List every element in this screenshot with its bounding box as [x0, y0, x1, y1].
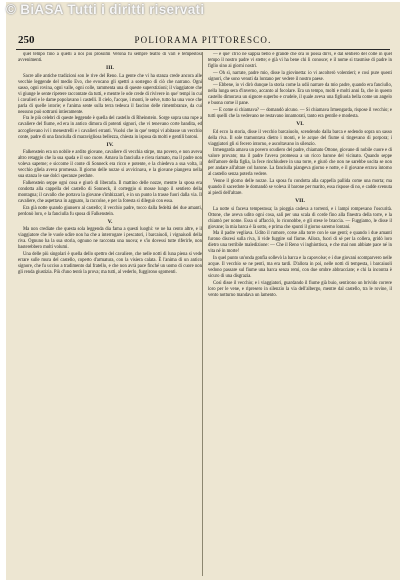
paragraph: — E come si chiamava? — domandò alcuno. — Si chiamava Irmengarda, rispose il vecchio; e tutti quelli che la vedevano ne restavano innamorati, tanto era gentile e modesta.: [208, 107, 392, 119]
page-header: [16, 34, 390, 48]
section-numeral: VI.: [296, 121, 304, 128]
paragraph: — Ebbene, io vi dirò dunque la storia come la udii narrare da mio padre, quando era fanciullo, nella lunga sera d'inverno, accanto al focolare. Era un tempo, molti e molti anni fa, che in questo castello dimorava un signore superbo e crudele, il quale aveva una figliuola bella come un angelo e buona come il pane.: [208, 83, 392, 107]
paragraph: Irmengarda amava un povero scudiero del padre, chiamato Ottone, giovane di nobile cuore e di valore provato; ma il padre l'aveva promessa a un ricco barone del vicinato. Quando seppe dell'amore della figlia, la fece rinchiudere in una torre, e giurò che non ne sarebbe uscita se non per andare all'altare col barone. La fanciulla piangeva giorno e notte, e il giovane errava intorno al castello senza poterla vedere.: [208, 148, 392, 178]
right-column: [208, 52, 392, 576]
paragraph: La notte si faceva tempestosa; la pioggia cadeva a torrenti, e i lampi rompevano l'oscurità. Ottone, che aveva udito ogni cosa, salì per una scala di corde fino alla finestra della torre, e la chiamò per nome. Essa si affacciò, lo riconobbe, e gli stese le braccia. — Fuggiamo, le disse il giovane; la mia barca è là sotto, e prima che spunti il giorno saremo lontani.: [208, 206, 392, 230]
watermark: © BiASA Tutti i diritti riservati: [6, 2, 205, 17]
header-rule: [16, 49, 390, 50]
paragraph: Falkenstein era un nobile e ardito giovane, cavaliere di vecchia stirpe, ma povero, e non aveva altro retaggio che la sua spada e il suo cuore. Amava la fanciulla e n'era riamato, ma il padre non voleva saperne; e siccome il conte di Sonneck era ricco e potente, e la chiedeva a sua volta, il vecchio gliela aveva promessa. Il giorno delle nozze si avvicinava, e la giovane piangeva nella sua stanza le sue dolci speranze perdute.: [18, 150, 202, 180]
paragraph: Una delle più singolari è quella dello spettro del cavaliere, che nelle notti di luna piena si vede errare sulle mura del castello, coperto d'armatura, con la visiera calata. È l'anima di un antico signore, che fu ucciso a tradimento dal fratello, e che non avrà pace finché un uomo di cuore non gli renda giustizia. Più d'uno tentò la prova; ma tutti, al vederlo, fuggirono sgomenti.: [18, 251, 202, 275]
paragraph: Falkenstein seppe ogni cosa e giurò di liberarla. Il mattino delle nozze, mentre la sposa era condotta alla cappella del castello di Sonneck, il corteggio si mosse lungo il sentiero della montagna; il cavallo che portava la giovane s'imbizzarrì, e in un punto la trasse fuori dalla via. Il cavaliere, che aspettava in agguato, la raccolse, e per la foresta si dileguò con essa.: [18, 180, 202, 204]
paragraph: quel tempo fino a quelli a noi più prossimi Verona fu sempre teatro di vari e tempestosi avvenimenti.: [18, 52, 202, 64]
section-numeral: IV.: [106, 141, 114, 148]
paragraph: Venne il giorno delle nozze. La sposa fu condotta alla cappella pallida come una morta; ma quando il sacerdote le domandò se voleva il barone per marito, essa rispose di no, e cadde svenuta ai piedi dell'altare.: [208, 178, 392, 196]
column-divider: [202, 52, 203, 576]
paragraph: Fra le più celebri di queste leggende è quella del castello di Rheinstein. Sorge sopra una rupe a cavaliere del fiume, ed era in antico dimora di potenti signori, che vi tenevano corte bandita, ed accoglievano ivi i menestrelli e i cavalieri erranti. Vuolsi che in que' tempi vi abitasse un vecchio conte, padre di una fanciulla di maravigliosa bellezza, chiesta in isposa da molti e gentili baroni.: [18, 116, 202, 140]
paragraph: Ed ecco la storia, disse il vecchio barcaiuolo, scendendo dalla barca e sedendo sopra un sasso della riva. Il sole tramontava dietro i monti, e le acque del fiume si tingevano di porpora; i viaggiatori gli si fecero intorno, e ascoltavano in silenzio.: [208, 129, 392, 147]
left-column: [18, 52, 202, 576]
section-numeral: VII.: [295, 198, 305, 205]
paragraph: Ma non crediate che questa sola leggenda dia fama a questi luoghi: ve ne ha cento altre, e il viaggiatore che le vuole udire non ha che a interrogare i pescatori, i barcaiuoli, i vignaiuoli della riva. Ognuno ha la sua storia, ognuno ne racconta una nuova; e s'io dovessi tutte riferirle, non basterebbero molti volumi.: [18, 227, 202, 251]
paragraph: In quel punto un'onda gonfia sollevò la barca e la capovolse; e i due giovani scomparvero nelle acque. Il vecchio se ne pentì, ma era tardi. D'allora in poi, nelle notti di tempesta, i barcaiuoli vedono passare sul fiume una barca senza remi, con due ombre abbracciate; e chi la incontra è sicuro di una disgrazia.: [208, 255, 392, 280]
paragraph: — e que' ch'io ne sappia bello e grande che ora io possa dirvi, e dal sentiero del colle in quel tempo il nostro padre vi stette; e già vi ha bene chi li conosce; e il nome si trasmise di padre in figlio sino ai giorni nostri.: [208, 52, 392, 70]
page-number: 250: [18, 34, 35, 46]
paragraph: Sacre alle antiche tradizioni son le rive del Reno. La gente che vi ha stanza crede ancora alle vecchie leggende del medio Evo, che evocano gli spettri a sostegno di ciò che narrano. Ogni sasso, ogni rovina, ogni valle, ogni colle, rammenta una di queste superstizioni; il viaggiatore che vi giunge le sente ripetere raccontate da tutti, e mentre le ode crede di rivivere in que' tempi in cui i cavalieri e le dame popolavano i castelli. Il cielo, l'acque, i monti, le selve, tutto ha una voce che parla di quelle istorie; e l'anima sente sulla terra tedesca il fascino delle rimembranze, da cui nessuno può sottrarsi intieramente.: [18, 73, 202, 115]
newspaper-page: [6, 2, 400, 580]
paragraph: — Oh sì, narrate, padre mio, disse la giovinetta: io vi ascolterò volentieri; e così pure questi signori, che sono venuti da lontano per vedere il nostro paese.: [208, 70, 392, 82]
section-numeral: V.: [107, 218, 113, 225]
paragraph: Così disse il vecchio; e i viaggiatori, guardando il fiume già buio, sentirono un brivido correre loro per le vene, e ripresero in silenzio la via dell'albergo, mentre dal castello, tra le rovine, il vento notturno mandava un lamento.: [208, 280, 392, 298]
paragraph: Era già notte quando giunsero al castello; il vecchio padre, tocco dalla fedeltà dei due amanti, perdonò loro, e la fanciulla fu sposa di Falkenstein.: [18, 205, 202, 217]
section-numeral: III.: [106, 65, 114, 72]
paragraph: Ma il padre vegliava. Udito il rumore, corse alla torre con le sue genti; e quando i due amanti furono discesi sulla riva, li vide fuggire sul fiume. Allora, fuori di sé per la collera, gridò loro dietro una terribile maledizione: — Che il Reno vi inghiottisca, e che mai non abbiate pace né in vita né in morte!: [208, 231, 392, 255]
running-title: POLIORAMA PITTORESCO.: [134, 35, 272, 45]
